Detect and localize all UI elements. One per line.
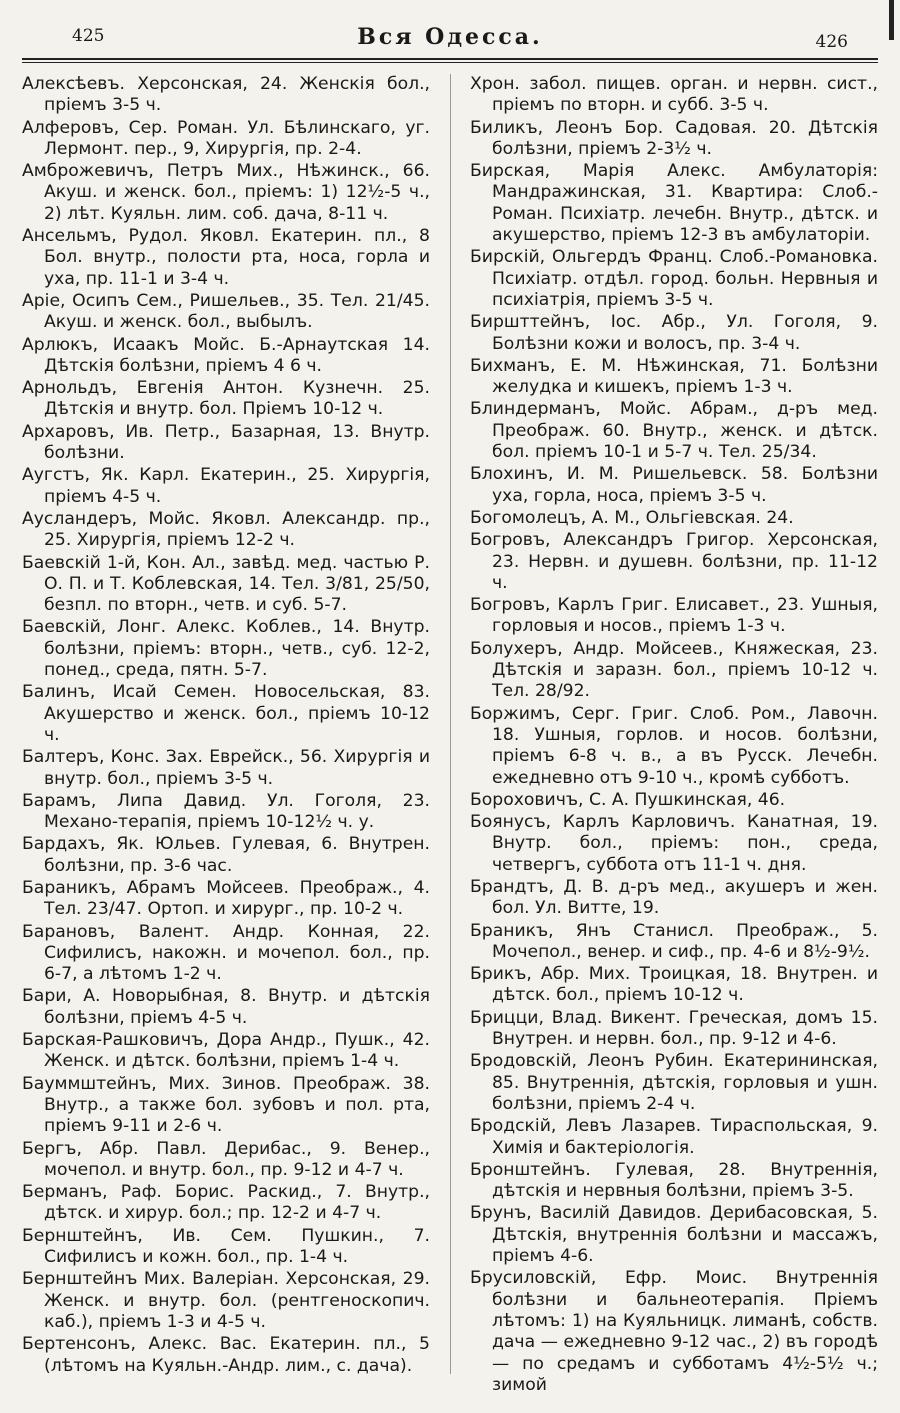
- directory-entry: Бродскій, Левъ Лазарев. Тираспольская, 9. Химія и бактеріологія.: [470, 1116, 878, 1158]
- left-page-number: 425: [72, 26, 105, 46]
- header-rule-thick: [22, 58, 878, 60]
- directory-entry: Барамъ, Липа Давид. Ул. Гоголя, 23. Механо-терапія, пріемъ 10-12½ ч. у.: [22, 790, 430, 833]
- directory-entry: Ансельмъ, Рудол. Яковл. Екатерин. пл., 8 Бол. внутр., полости рта, носа, горла и уха, пр. 11-1 и 3-4 ч.: [22, 226, 430, 289]
- directory-entry: Барановъ, Валент. Андр. Конная, 22. Сифилисъ, накожн. и мочепол. бол., пр. 6-7, а лѣтомъ 1-2 ч.: [22, 921, 430, 985]
- right-page-number: 426: [815, 32, 848, 52]
- directory-entry: Бронштейнъ. Гулевая, 28. Внутреннія, дѣтскія и нервныя болѣзни, пріемъ 3-5.: [470, 1159, 878, 1202]
- page-header: [22, 22, 878, 58]
- directory-entry: Бирскій, Ольгердъ Франц. Слоб.-Романовка. Психіатр. отдѣл. город. больн. Нервныя и психіатрія, пріемъ 3-5 ч.: [470, 247, 878, 310]
- directory-entry: Аріе, Осипъ Сем., Ришельев., 35. Тел. 21/45. Акуш. и женск. бол., выбылъ.: [22, 290, 430, 333]
- directory-entry: Брикъ, Абр. Мих. Троицкая, 18. Внутрен. и дѣтск. бол., пріемъ 10-12 ч.: [470, 964, 878, 1006]
- directory-entry: Берманъ, Раф. Борис. Раскид., 7. Внутр., дѣтск. и хирур. бол.; пр. 12-2 и 4-7 ч.: [22, 1182, 430, 1224]
- directory-entry: Балтеръ, Конс. Зах. Еврейск., 56. Хирургія и внутр. бол., пріемъ 3-5 ч.: [22, 747, 430, 789]
- directory-entry: Богомолецъ, А. М., Ольгіевская. 24.: [470, 507, 794, 528]
- directory-entry: Арнольдъ, Евгенія Антон. Кузнечн. 25. Дѣтскія и внутр. бол. Пріемъ 10-12 ч.: [22, 378, 430, 420]
- directory-entry: Барская-Рашковичъ, Дора Андр., Пушк., 42. Женск. и дѣтск. болѣзни, пріемъ 1-4 ч.: [22, 1030, 430, 1072]
- directory-entry: Бардахъ, Як. Юльев. Гулевая, 6. Внутрен. болѣзни, пр. 3-6 час.: [22, 834, 430, 876]
- directory-entry: Биршттейнъ, Іос. Абр., Ул. Гоголя, 9. Болѣзни кожи и волосъ, пр. 3-4 ч.: [470, 312, 878, 354]
- directory-entry: Балинъ, Исай Семен. Новосельская, 83. Акушерство и женск. бол., пріемъ 10-12 ч.: [22, 682, 430, 745]
- running-title: Вся Одесса.: [357, 24, 543, 50]
- directory-entry: Бирская, Марія Алекс. Амбулаторія: Мандражинская, 31. Квартира: Слоб.-Роман. Психіатр. лечебн. Внутр., дѣтск. и акушерство, пріемъ 12-3 въ амбулаторіи.: [470, 161, 878, 246]
- scan-edge-mark: [889, 0, 894, 40]
- directory-entry: Болухеръ, Андр. Мойсеев., Княжеская, 23. Дѣтскія и заразн. бол., пріемъ 10-12 ч. Тел. 28/92.: [470, 638, 878, 702]
- directory-entry: Бихманъ, Е. М. Нѣжинская, 71. Болѣзни желудка и кишекъ, пріемъ 1-3 ч.: [470, 355, 878, 398]
- directory-entry: Алферовъ, Сер. Роман. Ул. Бѣлинскаго, уг. Лермонт. пер., 9, Хирургія, пр. 2-4.: [22, 117, 430, 159]
- directory-columns: [22, 74, 878, 1404]
- directory-entry: Аусландеръ, Мойс. Яковл. Александр. пр., 25. Хирургія, пріемъ 12-2 ч.: [22, 508, 430, 551]
- directory-entry: Бари, А. Новорыбная, 8. Внутр. и дѣтскія болѣзни, пріемъ 4-5 ч.: [22, 986, 430, 1028]
- directory-entry: Биликъ, Леонъ Бор. Садовая. 20. Дѣтскія болѣзни, пріемъ 2-3½ ч.: [470, 117, 878, 159]
- directory-entry: Амброжевичъ, Петръ Мих., Нѣжинск., 66. Акуш. и женск. бол., пріемъ: 1) 12½-5 ч., 2) лѣт. Куяльн. лим. соб. дача, 8-11 ч.: [22, 161, 430, 224]
- directory-entry: Брандтъ, Д. В. д-ръ мед., акушеръ и жен. бол. Ул. Витте, 19.: [470, 876, 878, 919]
- directory-entry: Баевскій, Лонг. Алекс. Коблев., 14. Внутр. болѣзни, пріемъ: вторн., четв., суб. 12-2, понед., среда, пятн. 5-7.: [22, 617, 430, 681]
- directory-entry: Блиндерманъ, Мойс. Абрам., д-ръ мед. Преображ. 60. Внутр., женск. и дѣтск. бол. пріемъ 10-1 и 5-7 ч. Тел. 25/34.: [470, 399, 878, 463]
- directory-entry: Боянусъ, Карлъ Карловичъ. Канатная, 19. Внутр. бол., пріемъ: пон., среда, четвергъ, суббота отъ 11-1 ч. дня.: [470, 812, 878, 875]
- directory-entry: Бернштейнъ, Ив. Сем. Пушкин., 7. Сифилисъ и кожн. бол., пр. 1-4 ч.: [22, 1225, 430, 1268]
- directory-entry: Аугстъ, Як. Карл. Екатерин., 25. Хирургія, пріемъ 4-5 ч.: [22, 465, 430, 507]
- directory-entry: Брусиловскій, Ефр. Моис. Внутреннія болѣзни и бальнеотерапія. Пріемъ лѣтомъ: 1) на Куяльницк. лиманѣ, собств. дача — ежедневно 9-12 час., 2) въ городѣ — по средамъ и субботамъ 4½-5½ ч.; зимой: [470, 1268, 878, 1395]
- directory-entry: Алексѣевъ. Херсонская, 24. Женскія бол., пріемъ 3-5 ч.: [22, 74, 430, 116]
- directory-entry: Бауммштейнъ, Мих. Зинов. Преображ. 38. Внутр., а также бол. зубовъ и пол. рта, пріемъ 9-11 и 2-6 ч.: [22, 1073, 430, 1137]
- directory-entry: Браникъ, Янъ Станисл. Преображ., 5. Мочепол., венер. и сиф., пр. 4-6 и 8½-9½.: [470, 920, 878, 962]
- column-divider: [450, 74, 451, 1374]
- directory-entry: Хрон. забол. пищев. орган. и нервн. сист., пріемъ по вторн. и субб. 3-5 ч.: [470, 74, 878, 116]
- directory-entry: Бродовскій, Леонъ Рубин. Екатерининская, 85. Внутреннія, дѣтскія, горловыя и ушн. болѣзни, пріемъ 2-4 ч.: [470, 1051, 878, 1114]
- directory-entry: Баевскій 1-й, Кон. Ал., завѣд. мед. частью Р. О. П. и Т. Коблевская, 14. Тел. 3/81, 25/50, безпл. по вторн., четв. и суб. 5-7.: [22, 552, 430, 616]
- header-rule-thin: [22, 62, 878, 63]
- directory-entry: Блохинъ, И. М. Ришельевск. 58. Болѣзни уха, горла, носа, пріемъ 3-5 ч.: [470, 464, 878, 506]
- left-column: [22, 74, 430, 1404]
- directory-entry: Бернштейнъ Мих. Валеріан. Херсонская, 29. Женск. и внутр. бол. (рентгеноскопич. каб.), пріемъ 1-3 и 4-5 ч.: [22, 1269, 430, 1332]
- directory-entry: Арлюкъ, Исаакъ Мойс. Б.-Арнаутская 14. Дѣтскія болѣзни, пріемъ 4 6 ч.: [22, 334, 430, 376]
- directory-entry: Боржимъ, Серг. Григ. Слоб. Ром., Лавочн. 18. Ушныя, горлов. и носов. болѣзни, пріемъ 6-8 ч. в., а въ Русск. Лечебн. ежедневно отъ 9-10 ч., кромѣ субботъ.: [470, 703, 878, 788]
- directory-entry: Брунъ, Василій Давидов. Дерибасовская, 5. Дѣтскія, внутреннія болѣзни и массажъ, пріемъ 4-6.: [470, 1203, 878, 1267]
- directory-entry: Архаровъ, Ив. Петр., Базарная, 13. Внутр. болѣзни.: [22, 421, 430, 464]
- directory-entry: Бертенсонъ, Алекс. Вас. Екатерин. пл., 5 (лѣтомъ на Куяльн.-Андр. лим., с. дача).: [22, 1334, 430, 1376]
- right-column: [470, 74, 878, 1404]
- directory-entry: Богровъ, Александръ Григор. Херсонская, 23. Нервн. и душевн. болѣзни, пр. 11-12 ч.: [470, 530, 878, 593]
- directory-entry: Бергъ, Абр. Павл. Дерибас., 9. Венер., мочепол. и внутр. бол., пр. 9-12 и 4-7 ч.: [22, 1138, 430, 1180]
- directory-entry: Бороховичъ, С. А. Пушкинская, 46.: [470, 789, 786, 810]
- directory-entry: Богровъ, Карлъ Григ. Елисавет., 23. Ушныя, горловыя и носов., пріемъ 1-3 ч.: [470, 595, 878, 637]
- directory-entry: Брицци, Влад. Викент. Греческая, домъ 15. Внутрен. и нервн. бол., пр. 9-12 и 4-6.: [470, 1007, 878, 1050]
- directory-entry: Бараникъ, Абрамъ Мойсеев. Преображ., 4. Тел. 23/47. Ортоп. и хирург., пр. 10-2 ч.: [22, 877, 430, 920]
